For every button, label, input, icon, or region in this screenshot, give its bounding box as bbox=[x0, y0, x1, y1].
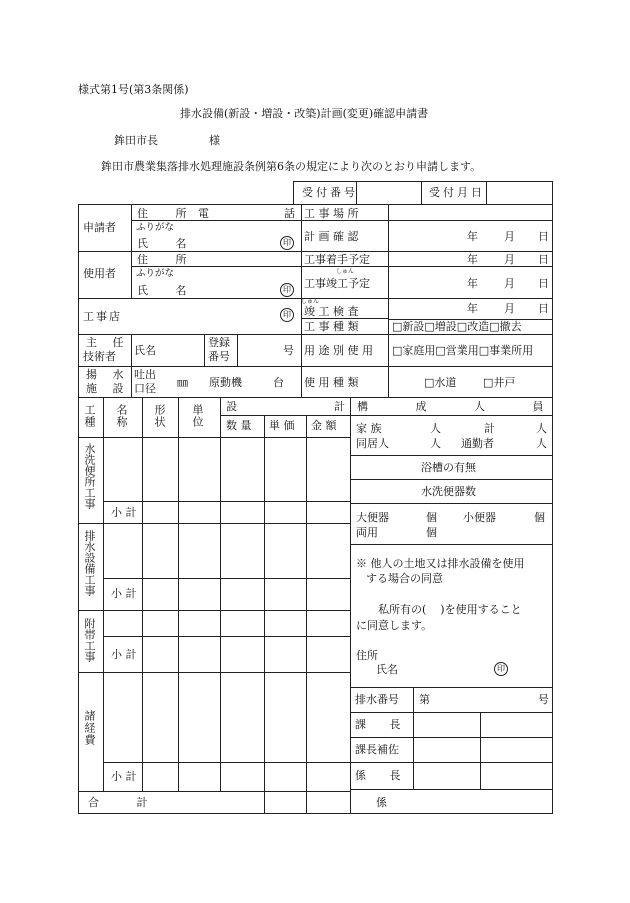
inspection-month: 月 bbox=[504, 302, 515, 315]
inspection-label: 竣 工 検 査 bbox=[304, 305, 359, 318]
consent-body-1: 私所有の( )を使用すること bbox=[378, 603, 522, 616]
engineer-reg-label-1: 登録 bbox=[208, 336, 230, 349]
addressee: 鉾田市長 bbox=[114, 134, 158, 147]
consent-name-label: 氏名 bbox=[376, 663, 398, 676]
applicant-phone-label: 電 bbox=[198, 207, 209, 220]
inspection-ruby: しゅん bbox=[301, 298, 320, 305]
clerk-label: 係 bbox=[376, 796, 387, 809]
engineer-label-1: 主 任 bbox=[86, 336, 124, 349]
honorific: 様 bbox=[209, 134, 220, 147]
col-name-header: 名称 bbox=[115, 404, 128, 428]
applicant-phone-label-2: 話 bbox=[284, 207, 295, 220]
col-kind-header: 工種 bbox=[83, 404, 96, 428]
subtotal-2: 小 計 bbox=[111, 587, 137, 600]
start-label: 工事着手予定 bbox=[304, 253, 370, 266]
engineer-reg-label-2: 番号 bbox=[208, 350, 230, 363]
inspection-day: 日 bbox=[538, 302, 549, 315]
contractor-label: 工事店 bbox=[83, 310, 122, 323]
pump-motor-label: 原動機 bbox=[209, 376, 242, 389]
pump-label-1: 揚 水 bbox=[86, 368, 124, 381]
section-flush-toilet: 水洗便所工事 bbox=[83, 443, 96, 509]
subtotal-1: 小 計 bbox=[111, 506, 137, 519]
family-label: 家 族 bbox=[356, 422, 382, 435]
section-drainage: 排水設備工事 bbox=[83, 530, 96, 596]
members-title: 構 成 人 員 bbox=[357, 400, 544, 413]
commuter-person-unit: 人 bbox=[536, 437, 547, 450]
user-address-label: 住 所 bbox=[137, 253, 187, 266]
plan-check-label: 計 画 確 認 bbox=[304, 230, 359, 243]
large-toilet-count: 個 bbox=[426, 511, 437, 524]
work-type-options[interactable]: □新設□増設□改造□撤去 bbox=[392, 320, 522, 333]
site-label: 工 事 場 所 bbox=[304, 207, 359, 220]
design-total-header: 計 bbox=[334, 400, 345, 413]
subtotal-4: 小 計 bbox=[111, 770, 137, 783]
clerk-chief-label: 係 長 bbox=[355, 769, 401, 782]
engineer-name-label: 氏名 bbox=[134, 344, 156, 357]
dual-toilet-count: 個 bbox=[426, 526, 437, 539]
complete-label: 工事竣工予定 bbox=[304, 277, 370, 290]
section-chief-label: 課 長 bbox=[355, 718, 401, 731]
consent-address-label: 住所 bbox=[356, 649, 378, 662]
small-toilet-count: 個 bbox=[534, 511, 545, 524]
family-person-unit: 人 bbox=[430, 422, 441, 435]
plan-check-day: 日 bbox=[538, 230, 549, 243]
total-label: 計 bbox=[484, 422, 495, 435]
complete-year: 年 bbox=[467, 277, 478, 290]
pump-mm-unit: ㎜ bbox=[177, 376, 188, 389]
plan-check-year: 年 bbox=[467, 230, 478, 243]
consent-body-2: に同意します。 bbox=[356, 619, 433, 632]
complete-day: 日 bbox=[538, 277, 549, 290]
consent-note-2: する場合の同意 bbox=[366, 572, 443, 585]
use-type-label: 使 用 種 類 bbox=[304, 376, 359, 389]
start-day: 日 bbox=[538, 253, 549, 266]
col-unit-header: 単位 bbox=[191, 404, 204, 428]
section-misc-expenses: 諸経費 bbox=[83, 710, 96, 746]
drain-number-prefix: 第 bbox=[419, 693, 430, 706]
drain-number-suffix: 号 bbox=[538, 693, 549, 706]
well-option[interactable]: □井戸 bbox=[483, 376, 516, 389]
document-title: 排水設備(新設・増設・改築)計画(変更)確認申請書 bbox=[180, 107, 429, 120]
user-furigana-label: ふりがな bbox=[136, 268, 175, 279]
design-header: 設 bbox=[226, 400, 237, 413]
intro-text: 鉾田市農業集落排水処理施設条例第6条の規定により次のとおり申請します。 bbox=[101, 160, 482, 173]
unit-price-header: 単 価 bbox=[269, 419, 295, 432]
drain-number-label: 排水番号 bbox=[355, 693, 399, 706]
inspection-year: 年 bbox=[467, 302, 478, 315]
applicant-address-label: 住 所 bbox=[137, 207, 187, 220]
assistant-chief-label: 課長補佐 bbox=[355, 743, 399, 756]
amount-header: 金 額 bbox=[311, 419, 337, 432]
user-seal: 印 bbox=[280, 283, 294, 297]
large-toilet-label: 大便器 bbox=[356, 511, 389, 524]
applicant-seal: 印 bbox=[280, 236, 294, 250]
contractor-seal: 印 bbox=[280, 308, 294, 322]
applicant-furigana-label: ふりがな bbox=[136, 222, 175, 233]
start-year: 年 bbox=[467, 253, 478, 266]
toilet-count-label: 水洗便器数 bbox=[421, 485, 476, 498]
water-supply-option[interactable]: □水道 bbox=[424, 376, 457, 389]
usage-options[interactable]: □家庭用□営業用□事業所用 bbox=[392, 344, 534, 357]
consent-note-1: ※ 他人の土地又は排水設備を使用 bbox=[356, 557, 525, 570]
consent-seal: 印 bbox=[494, 662, 508, 676]
subtotal-3: 小 計 bbox=[111, 648, 137, 661]
plan-check-month: 月 bbox=[504, 230, 515, 243]
applicant-name-label: 氏 名 bbox=[137, 237, 187, 250]
pump-label-2: 施 設 bbox=[86, 382, 124, 395]
pump-outlet-label-1: 吐出 bbox=[134, 368, 156, 381]
receipt-date-label: 受付月日 bbox=[429, 186, 485, 199]
user-label: 使用者 bbox=[83, 267, 116, 280]
cohabitant-person-unit: 人 bbox=[430, 437, 441, 450]
complete-month: 月 bbox=[504, 277, 515, 290]
receipt-number-label: 受付番号 bbox=[302, 186, 358, 199]
work-type-label: 工 事 種 類 bbox=[304, 320, 359, 333]
usage-label: 用 途 別 使 用 bbox=[304, 344, 373, 357]
bathtub-label: 浴槽の有無 bbox=[421, 461, 476, 474]
user-name-label: 氏 名 bbox=[137, 284, 187, 297]
engineer-label-2: 技術者 bbox=[83, 350, 116, 363]
section-incidental: 附帯工事 bbox=[83, 618, 96, 662]
total-person-unit: 人 bbox=[536, 422, 547, 435]
dual-toilet-label: 両用 bbox=[356, 526, 378, 539]
grand-total-label: 合 計 bbox=[88, 796, 148, 809]
small-toilet-label: 小便器 bbox=[463, 511, 496, 524]
start-month: 月 bbox=[504, 253, 515, 266]
applicant-label: 申請者 bbox=[83, 221, 116, 234]
commuter-label: 通勤者 bbox=[461, 437, 494, 450]
complete-ruby: しゅん bbox=[336, 268, 355, 275]
engineer-no-suffix: 号 bbox=[283, 344, 294, 357]
pump-unit-label: 台 bbox=[273, 376, 284, 389]
cohabitant-label: 同居人 bbox=[356, 437, 389, 450]
pump-outlet-label-2: 口径 bbox=[134, 382, 156, 395]
quantity-header: 数 量 bbox=[226, 419, 252, 432]
form-number: 様式第1号(第3条関係) bbox=[78, 83, 189, 96]
col-shape-header: 形状 bbox=[153, 404, 166, 428]
